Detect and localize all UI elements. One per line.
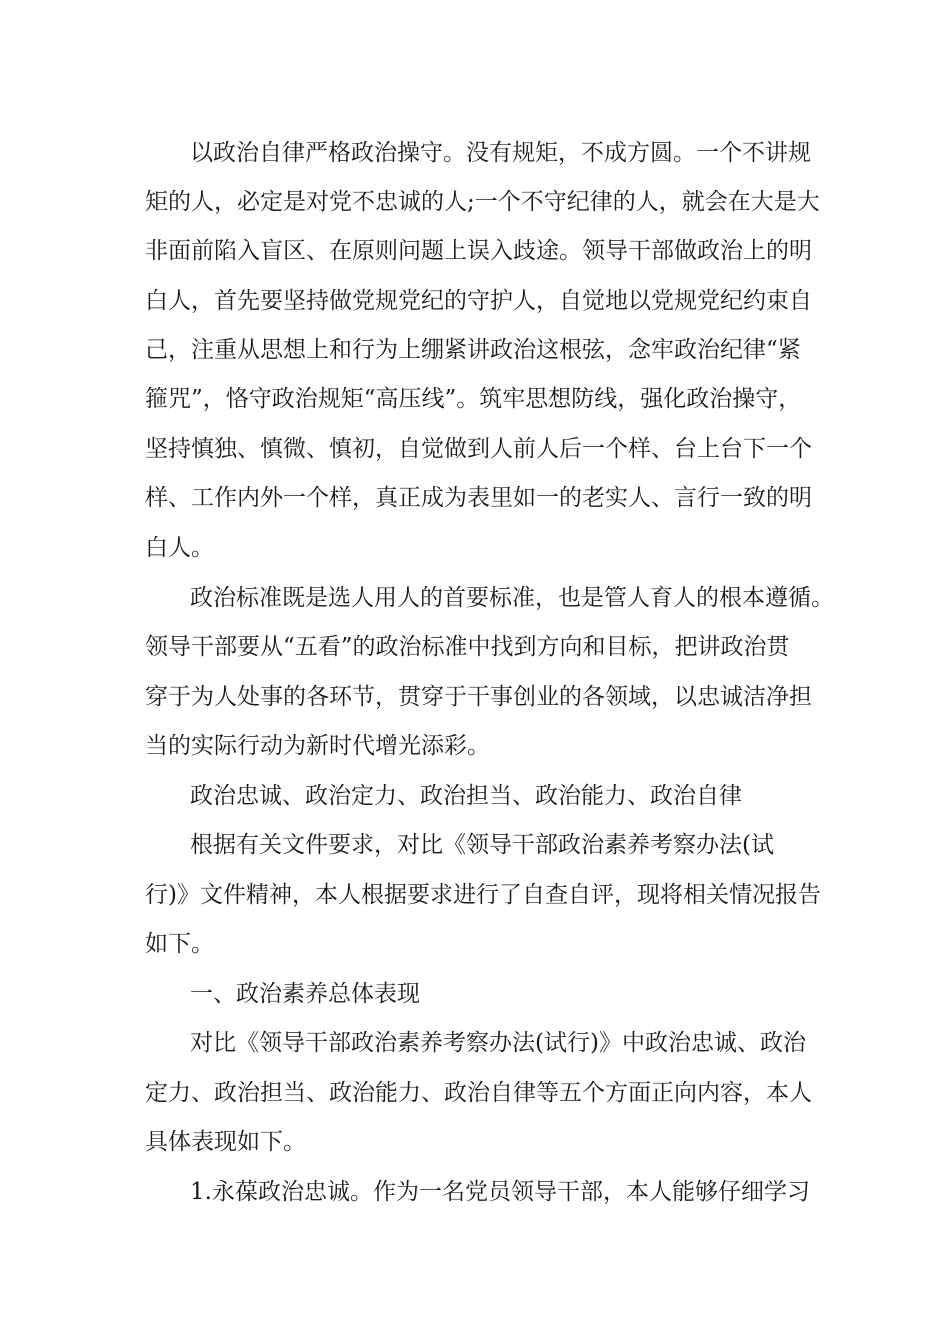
paragraph-3-line-1: 根据有关文件要求，对比《领导干部政治素养考察办法(试 (190, 832, 774, 858)
keywords-line: 政治忠诚、政治定力、政治担当、政治能力、政治自律 (190, 783, 742, 809)
paragraph-1-line-4: 白人，首先要坚持做党规党纪的守护人，自觉地以党规党纪约束自 (145, 288, 812, 314)
paragraph-1-line-7: 坚持慎独、慎微、慎初，自觉做到人前人后一个样、台上台下一个 (145, 436, 812, 462)
paragraph-1-line-9: 白人。 (145, 535, 214, 561)
paragraph-4-line-1: 对比《领导干部政治素养考察办法(试行)》中政治忠诚、政治 (190, 1030, 806, 1056)
paragraph-1-line-8: 样、工作内外一个样，真正成为表里如一的老实人、言行一致的明 (145, 485, 812, 511)
paragraph-1-line-6: 箍咒”，恪守政治规矩“高压线”。筑牢思想防线，强化政治操守， (145, 386, 802, 412)
paragraph-4-line-3: 具体表现如下。 (145, 1129, 306, 1155)
paragraph-5-line-1: 1.永葆政治忠诚。作为一名党员领导干部，本人能够仔细学习 (190, 1179, 810, 1205)
paragraph-2-line-2: 领导干部要从“五看”的政治标准中找到方向和目标，把讲政治贯 (145, 634, 790, 660)
paragraph-3-line-3: 如下。 (145, 931, 214, 957)
paragraph-1-line-2: 矩的人，必定是对党不忠诚的人;一个不守纪律的人，就会在大是大 (145, 189, 820, 215)
paragraph-2-line-4: 当的实际行动为新时代增光添彩。 (145, 733, 490, 759)
paragraph-1-line-5: 己，注重从思想上和行为上绷紧讲政治这根弦，念牢政治纪律“紧 (145, 337, 801, 363)
section-heading: 一、政治素养总体表现 (190, 981, 420, 1007)
paragraph-1-line-3: 非面前陷入盲区、在原则问题上误入歧途。领导干部做政治上的明 (145, 238, 812, 264)
paragraph-3-line-2: 行)》文件精神，本人根据要求进行了自查自评，现将相关情况报告 (145, 882, 821, 908)
paragraph-2-line-3: 穿于为人处事的各环节，贯穿于干事创业的各领域，以忠诚洁净担 (145, 684, 812, 710)
paragraph-4-line-2: 定力、政治担当、政治能力、政治自律等五个方面正向内容，本人 (145, 1080, 812, 1106)
paragraph-2-line-1: 政治标准既是选人用人的首要标准，也是管人育人的根本遵循。 (190, 585, 834, 611)
paragraph-1-line-1: 以政治自律严格政治操守。没有规矩，不成方圆。一个不讲规 (190, 140, 811, 166)
